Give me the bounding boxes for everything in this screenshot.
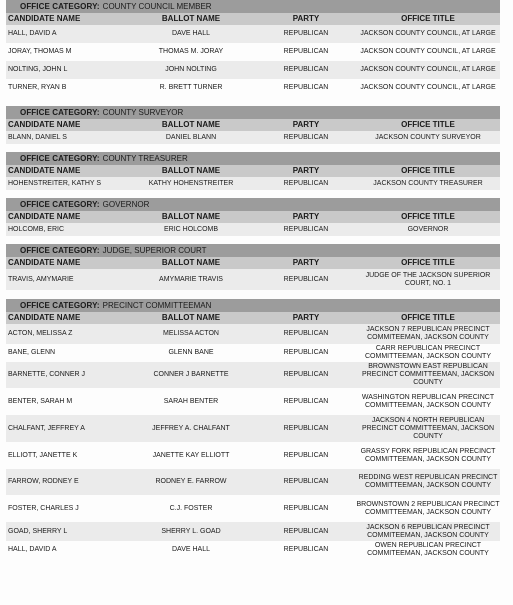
- candidate-name: HOHENSTREITER, KATHY S: [8, 179, 102, 187]
- column-header-row: [6, 312, 500, 324]
- candidate-name: BARNETTE, CONNER J: [8, 371, 86, 378]
- column-header-row: [6, 211, 500, 223]
- ballot-name-header: BALLOT NAME: [161, 14, 221, 23]
- office-title-header: OFFICE TITLE: [401, 212, 455, 221]
- party-name: REPUBLICAN: [283, 179, 329, 187]
- office-title: OWEN REPUBLICAN PRECINCT COMMITEEMAN, JACKSON COUNTY: [367, 541, 489, 557]
- party-header: PARTY: [292, 14, 320, 23]
- office-title-header: OFFICE TITLE: [401, 313, 455, 322]
- candidate-name: BLANN, DANIEL S: [8, 133, 67, 141]
- party-name: REPUBLICAN: [283, 66, 329, 73]
- candidate-name: HALL, DAVID A: [8, 30, 57, 37]
- candidate-row: [6, 61, 500, 79]
- office-title: JACKSON COUNTY COUNCIL, AT LARGE: [360, 66, 496, 73]
- office-title-header: OFFICE TITLE: [401, 14, 455, 23]
- section-gap: [6, 236, 500, 244]
- party-name: REPUBLICAN: [283, 133, 329, 141]
- office-category-label: OFFICE CATEGORY:: [20, 246, 100, 255]
- section-gap: [6, 97, 500, 106]
- office-title: JACKSON 4 NORTH REPUBLICAN PRECINCT COMMITTEEMAN, JACKSON COUNTY: [361, 416, 495, 440]
- office-category-bar: [6, 244, 500, 257]
- office-title: JACKSON 7 REPUBLICAN PRECINCT COMMITEEMAN, JACKSON COUNTY: [366, 326, 490, 341]
- candidate-row: [6, 541, 500, 558]
- candidate-row: [6, 415, 500, 442]
- office-category-label: OFFICE CATEGORY:: [20, 2, 100, 11]
- party-header: PARTY: [292, 313, 320, 322]
- ballot-name: RODNEY E. FARROW: [155, 478, 227, 485]
- column-header-row: [6, 119, 500, 131]
- office-section: [6, 244, 500, 290]
- candidate-row: [6, 442, 500, 469]
- candidate-name: ELLIOTT, JANETTE K: [8, 451, 78, 459]
- party-name: REPUBLICAN: [283, 371, 329, 378]
- candidate-name: CHALFANT, JEFFREY A: [8, 424, 85, 432]
- section-gap: [6, 290, 500, 299]
- office-category-bar: [6, 0, 500, 13]
- candidate-name: FARROW, RODNEY E: [8, 478, 79, 485]
- office-title: CARR REPUBLICAN PRECINCT COMMITTEEMAN, JACKSON COUNTY: [364, 345, 491, 360]
- party-header: PARTY: [292, 166, 320, 175]
- party-name: REPUBLICAN: [283, 527, 329, 535]
- candidate-name: BENTER, SARAH M: [8, 397, 73, 405]
- candidate-row: [6, 324, 500, 344]
- section-gap: [6, 190, 500, 198]
- ballot-name: SHERRY L. GOAD: [161, 527, 221, 535]
- candidate-name-header: CANDIDATE NAME: [8, 166, 81, 175]
- office-category-value: COUNTY COUNCIL MEMBER: [102, 2, 212, 11]
- ballot-name-header: BALLOT NAME: [161, 120, 221, 129]
- candidate-row: [6, 43, 500, 61]
- candidate-name: ACTON, MELISSA Z: [8, 330, 73, 337]
- ballot-name: DAVE HALL: [172, 545, 210, 553]
- section-gap: [6, 144, 500, 152]
- office-title: WASHINGTON REPUBLICAN PRECINCT COMMITTEEMAN, JACKSON COUNTY: [361, 393, 495, 409]
- office-category-bar: [6, 106, 500, 119]
- candidate-name: TRAVIS, AMYMARIE: [8, 275, 74, 283]
- candidate-name-header: CANDIDATE NAME: [8, 14, 81, 23]
- office-section: [6, 152, 500, 190]
- ballot-name: THOMAS M. JORAY: [158, 48, 224, 55]
- party-name: REPUBLICAN: [283, 349, 329, 356]
- ballot-name: JOHN NOLTING: [165, 66, 217, 73]
- candidate-name: JORAY, THOMAS M: [8, 48, 72, 55]
- ballot-name: DAVE HALL: [172, 30, 210, 37]
- office-title: JACKSON COUNTY SURVEYOR: [375, 133, 481, 141]
- office-section: [6, 0, 500, 97]
- candidate-row: [6, 344, 500, 362]
- office-title: JUDGE OF THE JACKSON SUPERIOR COURT, NO. 1: [365, 271, 491, 287]
- office-section: [6, 299, 500, 558]
- party-header: PARTY: [292, 258, 320, 267]
- ballot-name: AMYMARIE TRAVIS: [159, 275, 223, 283]
- ballot-name: KATHY HOHENSTREITER: [148, 179, 234, 187]
- ballot-name-header: BALLOT NAME: [161, 166, 221, 175]
- office-category-value: PRECINCT COMMITTEEMAN: [102, 301, 212, 310]
- candidate-name: NOLTING, JOHN L: [8, 66, 68, 73]
- ballot-name: ERIC HOLCOMB: [163, 225, 219, 233]
- office-category-label: OFFICE CATEGORY:: [20, 154, 100, 163]
- party-name: REPUBLICAN: [283, 478, 329, 485]
- party-name: REPUBLICAN: [283, 275, 329, 283]
- ballot-name-header: BALLOT NAME: [161, 313, 221, 322]
- party-name: REPUBLICAN: [283, 451, 329, 459]
- party-header: PARTY: [292, 212, 320, 221]
- candidate-name: TURNER, RYAN B: [8, 84, 67, 91]
- ballot-name-header: BALLOT NAME: [161, 212, 221, 221]
- candidate-row: [6, 388, 500, 415]
- office-title-header: OFFICE TITLE: [401, 258, 455, 267]
- candidate-name-header: CANDIDATE NAME: [8, 212, 81, 221]
- office-category-bar: [6, 299, 500, 312]
- office-category-label: OFFICE CATEGORY:: [20, 301, 100, 310]
- office-section: [6, 106, 500, 144]
- office-category-value: COUNTY SURVEYOR: [102, 108, 184, 117]
- office-title: GOVERNOR: [407, 225, 449, 233]
- office-category-label: OFFICE CATEGORY:: [20, 108, 100, 117]
- ballot-name: MELISSA ACTON: [163, 330, 219, 337]
- party-name: REPUBLICAN: [283, 84, 329, 91]
- office-title: REDDING WEST REPUBLICAN PRECINCT COMMITTEEMAN, JACKSON COUNTY: [358, 474, 498, 489]
- candidate-row: [6, 131, 500, 144]
- ballot-name: C.J. FOSTER: [169, 504, 213, 512]
- ballot-name: DANIEL BLANN: [165, 133, 217, 141]
- ballot-name: JEFFREY A. CHALFANT: [152, 424, 230, 432]
- ballot-name-header: BALLOT NAME: [161, 258, 221, 267]
- ballot-name: GLENN BANE: [168, 349, 214, 356]
- candidate-name: GOAD, SHERRY L: [8, 527, 68, 535]
- candidate-name-header: CANDIDATE NAME: [8, 258, 81, 267]
- party-name: REPUBLICAN: [283, 30, 329, 37]
- ballot-name: SARAH BENTER: [163, 397, 219, 405]
- office-title: BROWNSTOWN 2 REPUBLICAN PRECINCT COMMITTEEMAN, JACKSON COUNTY: [356, 500, 500, 516]
- column-header-row: [6, 165, 500, 177]
- candidate-name: BANE, GLENN: [8, 349, 56, 356]
- office-category-bar: [6, 198, 500, 211]
- candidate-row: [6, 223, 500, 236]
- party-name: REPUBLICAN: [283, 424, 329, 432]
- candidate-name: HOLCOMB, ERIC: [8, 225, 65, 233]
- candidate-name-header: CANDIDATE NAME: [8, 313, 81, 322]
- candidate-row: [6, 522, 500, 541]
- party-name: REPUBLICAN: [283, 504, 329, 512]
- office-title: GRASSY FORK REPUBLICAN PRECINCT COMMITTEEMAN, JACKSON COUNTY: [360, 447, 496, 463]
- office-title: BROWNSTOWN EAST REPUBLICAN PRECINCT COMMITTEEMAN, JACKSON COUNTY: [361, 363, 495, 386]
- office-title-header: OFFICE TITLE: [401, 120, 455, 129]
- party-name: REPUBLICAN: [283, 545, 329, 553]
- candidate-name: HALL, DAVID A: [8, 545, 57, 553]
- candidate-row: [6, 495, 500, 522]
- candidate-name-header: CANDIDATE NAME: [8, 120, 81, 129]
- candidate-row: [6, 469, 500, 495]
- party-name: REPUBLICAN: [283, 330, 329, 337]
- office-title: JACKSON COUNTY COUNCIL, AT LARGE: [360, 30, 496, 37]
- party-name: REPUBLICAN: [283, 225, 329, 233]
- candidate-row: [6, 177, 500, 190]
- ballot-name: CONNER J BARNETTE: [153, 371, 229, 378]
- office-category-value: GOVERNOR: [102, 200, 150, 209]
- candidate-list-document: [6, 0, 500, 558]
- candidate-row: [6, 362, 500, 388]
- office-title: JACKSON COUNTY COUNCIL, AT LARGE: [360, 84, 496, 91]
- column-header-row: [6, 13, 500, 25]
- candidate-row: [6, 269, 500, 290]
- office-title: JACKSON 6 REPUBLICAN PRECINCT COMMITEEMAN, JACKSON COUNTY: [366, 523, 490, 539]
- candidate-row: [6, 25, 500, 43]
- candidate-name: FOSTER, CHARLES J: [8, 504, 79, 512]
- party-name: REPUBLICAN: [283, 48, 329, 55]
- party-header: PARTY: [292, 120, 320, 129]
- office-title: JACKSON COUNTY TREASURER: [373, 179, 483, 187]
- office-category-value: JUDGE, SUPERIOR COURT: [102, 246, 207, 255]
- ballot-name: JANETTE KAY ELLIOTT: [152, 451, 230, 459]
- column-header-row: [6, 257, 500, 269]
- office-title-header: OFFICE TITLE: [401, 166, 455, 175]
- ballot-name: R. BRETT TURNER: [159, 84, 223, 91]
- office-title: JACKSON COUNTY COUNCIL, AT LARGE: [360, 48, 496, 55]
- office-category-label: OFFICE CATEGORY:: [20, 200, 100, 209]
- candidate-row: [6, 79, 500, 97]
- office-category-value: COUNTY TREASURER: [102, 154, 188, 163]
- office-section: [6, 198, 500, 236]
- party-name: REPUBLICAN: [283, 397, 329, 405]
- office-category-bar: [6, 152, 500, 165]
